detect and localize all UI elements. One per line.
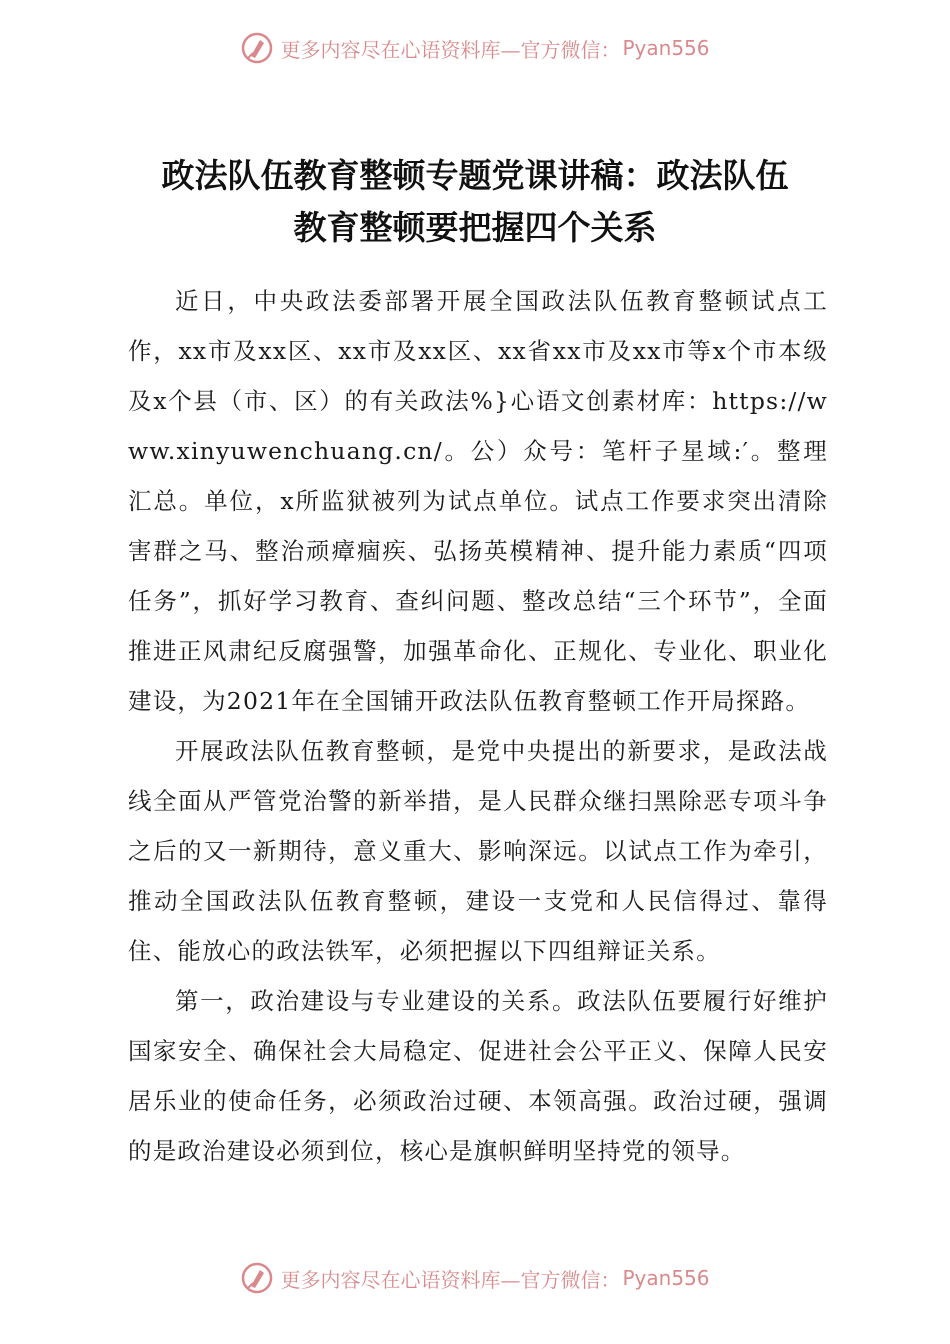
document-title bbox=[100, 150, 850, 254]
watermark-text: 更多内容尽在心语资料库—官方微信： bbox=[280, 1267, 621, 1292]
paragraph-2: 开展政法队伍教育整顿，是党中央提出的新要求，是政法战线全面从严管党治警的新举措，是人民群众继扫黑除恶专项斗争之后的又一新期待，意义重大、影响深远。以试点工作为牵引，推动全国政法队伍教育整顿，建设一支党和人民信得过、靠得住、能放心的政法铁军，必须把握以下四组辩证关系。 bbox=[128, 737, 828, 965]
watermark-text: 更多内容尽在心语资料库—官方微信： bbox=[280, 37, 621, 62]
footer-watermark bbox=[0, 1258, 950, 1298]
paragraph-3: 第一，政治建设与专业建设的关系。政法队伍要履行好维护国家安全、确保社会大局稳定、促进社会公平正义、保障人民安居乐业的使命任务，必须政治过硬、本领高强。政治过硬，强调的是政治建设必须到位，核心是旗帜鲜明坚持党的领导。 bbox=[128, 987, 828, 1165]
watermark-wechat-id: Pyan556 bbox=[622, 36, 710, 60]
title-line-1: 政法队伍教育整顿专题党课讲稿：政法队伍 bbox=[161, 156, 789, 195]
title-line-2: 教育整顿要把握四个关系 bbox=[293, 208, 657, 247]
header-watermark bbox=[0, 28, 950, 68]
pen-nib-logo-icon bbox=[240, 1261, 274, 1295]
pen-nib-logo-icon bbox=[240, 31, 274, 65]
watermark-wechat-id: Pyan556 bbox=[622, 1266, 710, 1290]
paragraph-1: 近日，中央政法委部署开展全国政法队伍教育整顿试点工作，xx市及xx区、xx市及xx区、xx省xx市及xx市等x个市本级及x个县（市、区）的有关政法%}心语文创素材库：https://www.xinyuwenchuang.cn/。公）众号：笔杆子星域:′。整理汇总。单位，x所监狱被列为试点单位。试点工作要求突出清除害群之马、整治顽瘴痼疾、弘扬英模精神、提升能力素质“四项任务”，抓好学习教育、查纠问题、整改总结“三个环节”，全面推进正风肃纪反腐强警，加强革命化、正规化、专业化、职业化建设，为2021年在全国铺开政法队伍教育整顿工作开局探路。 bbox=[128, 287, 828, 715]
document-body bbox=[128, 276, 828, 1176]
